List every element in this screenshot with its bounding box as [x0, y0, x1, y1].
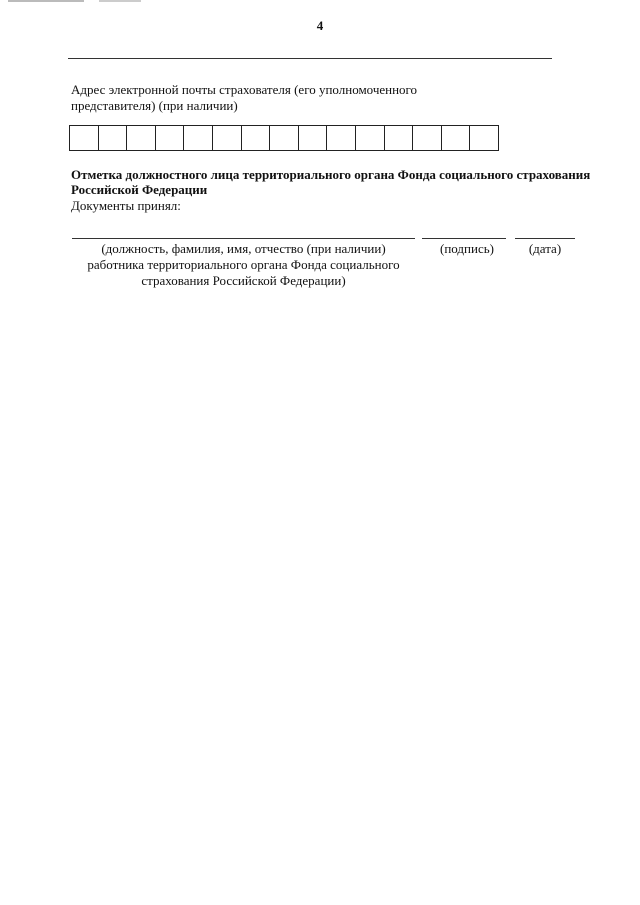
email-char-cell[interactable] — [213, 125, 242, 151]
email-char-cell[interactable] — [470, 125, 499, 151]
email-char-cell[interactable] — [413, 125, 442, 151]
email-char-cell[interactable] — [127, 125, 156, 151]
date-caption: (дата) — [528, 241, 562, 256]
email-char-cell[interactable] — [242, 125, 271, 151]
date-line — [515, 238, 575, 239]
official-mark-heading: Отметка должностного лица территориального органа Фонда социального страхования Российской Федерации — [71, 167, 591, 197]
email-char-cell[interactable] — [99, 125, 128, 151]
page-number: 4 — [316, 18, 324, 33]
email-char-cell[interactable] — [442, 125, 471, 151]
scan-edge-artifact — [8, 0, 198, 2]
top-divider-line — [68, 58, 552, 59]
documents-accepted-label: Документы принял: — [71, 198, 181, 213]
signature-caption: (подпись) — [440, 241, 494, 256]
email-char-cell[interactable] — [385, 125, 414, 151]
email-char-cell[interactable] — [270, 125, 299, 151]
email-char-cell[interactable] — [299, 125, 328, 151]
email-char-cell[interactable] — [184, 125, 213, 151]
email-char-cell[interactable] — [156, 125, 185, 151]
email-char-cell[interactable] — [70, 125, 99, 151]
email-char-cell[interactable] — [356, 125, 385, 151]
email-entry-grid[interactable] — [69, 125, 499, 151]
signature-line — [422, 238, 506, 239]
email-char-cell[interactable] — [327, 125, 356, 151]
name-caption: (должность, фамилия, имя, отчество (при наличии) работника территориального органа Фонда социального страхования Российской Федерации) — [87, 241, 400, 288]
email-field-label: Адрес электронной почты страхователя (его уполномоченного представителя) (при наличии) — [71, 82, 418, 113]
name-signature-line — [72, 238, 415, 239]
